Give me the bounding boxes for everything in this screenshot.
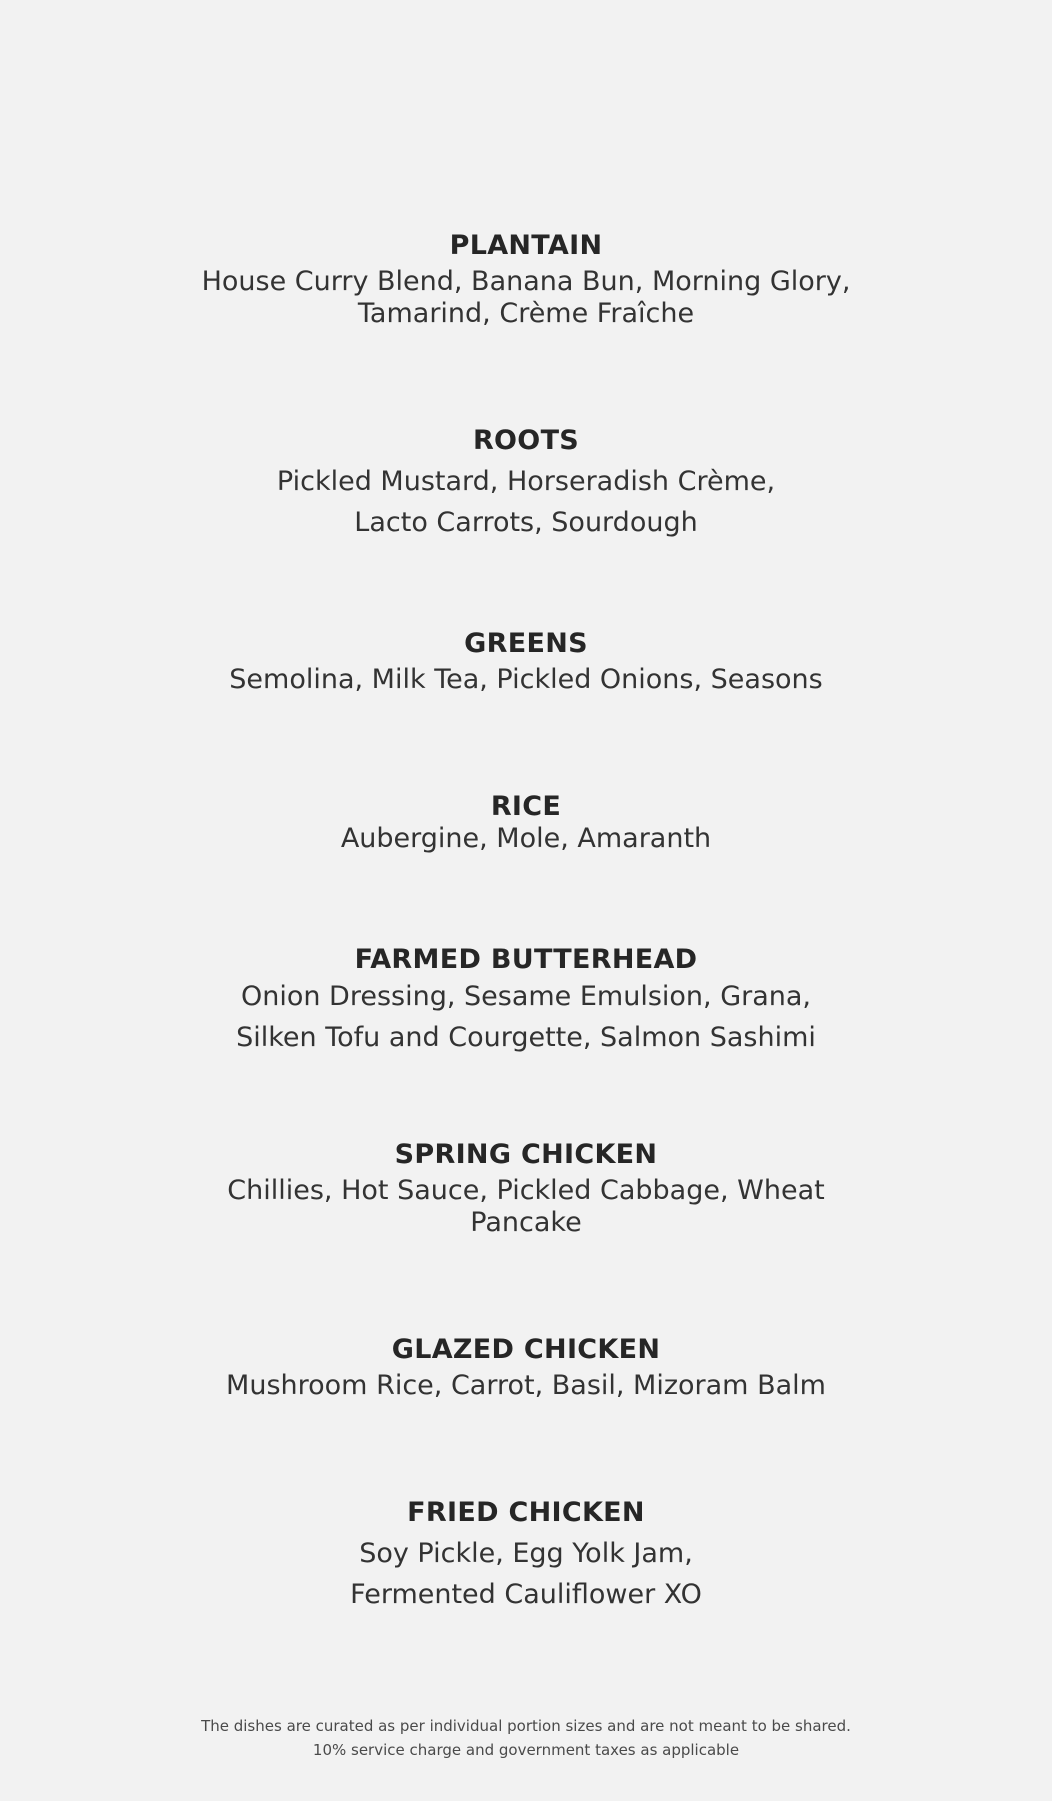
menu-item-title: SPRING CHICKEN: [394, 1139, 658, 1170]
description-line: Aubergine, Mole, Amaranth: [340, 823, 712, 854]
footer-line: 10% service charge and government taxes as applicable: [312, 1741, 740, 1759]
menu-item-plantain: [176, 230, 876, 330]
menu-item-title: ROOTS: [472, 425, 580, 456]
menu-item-farmed-butterhead: [176, 944, 876, 1058]
description-line: Tamarind, Crème Fraîche: [357, 298, 695, 329]
menu-item-greens: [176, 628, 876, 696]
description-line: House Curry Blend, Banana Bun, Morning Glory,: [201, 266, 851, 297]
menu-item-title: FARMED BUTTERHEAD: [354, 944, 698, 975]
description-line: Chillies, Hot Sauce, Pickled Cabbage, Wheat: [227, 1175, 825, 1206]
description-line: Lacto Carrots, Sourdough: [354, 507, 698, 538]
menu-item-description: [176, 1175, 876, 1239]
description-line: Fermented Cauliflower XO: [350, 1579, 702, 1610]
menu-item-title: RICE: [490, 791, 562, 822]
menu-item-description: [176, 461, 876, 543]
description-line: Mushroom Rice, Carrot, Basil, Mizoram Balm: [226, 1370, 826, 1401]
footer-line: The dishes are curated as per individual portion sizes and are not meant to be shared.: [201, 1717, 851, 1735]
menu-item-title: FRIED CHICKEN: [407, 1497, 645, 1528]
menu-item-roots: [176, 425, 876, 543]
menu-item-rice: [176, 791, 876, 855]
description-line: Semolina, Milk Tea, Pickled Onions, Seasons: [229, 664, 823, 695]
menu-item-title: PLANTAIN: [449, 230, 603, 261]
description-line: Soy Pickle, Egg Yolk Jam,: [359, 1538, 693, 1569]
menu-item-description: [176, 823, 876, 855]
menu-item-description: [176, 1533, 876, 1615]
menu-item-description: [176, 976, 876, 1058]
menu-item-description: [176, 1370, 876, 1402]
menu-item-description: [176, 664, 876, 696]
description-line: Silken Tofu and Courgette, Salmon Sashimi: [236, 1022, 816, 1053]
menu-item-glazed-chicken: [176, 1334, 876, 1402]
menu-item-title: GREENS: [464, 628, 588, 659]
description-line: Onion Dressing, Sesame Emulsion, Grana,: [240, 981, 812, 1012]
description-line: Pancake: [470, 1207, 582, 1238]
menu-item-fried-chicken: [176, 1497, 876, 1615]
menu-item-title: GLAZED CHICKEN: [391, 1334, 661, 1365]
menu-item-spring-chicken: [176, 1139, 876, 1239]
footer-note: [0, 1714, 1052, 1762]
menu-item-description: [176, 266, 876, 330]
description-line: Pickled Mustard, Horseradish Crème,: [276, 466, 776, 497]
